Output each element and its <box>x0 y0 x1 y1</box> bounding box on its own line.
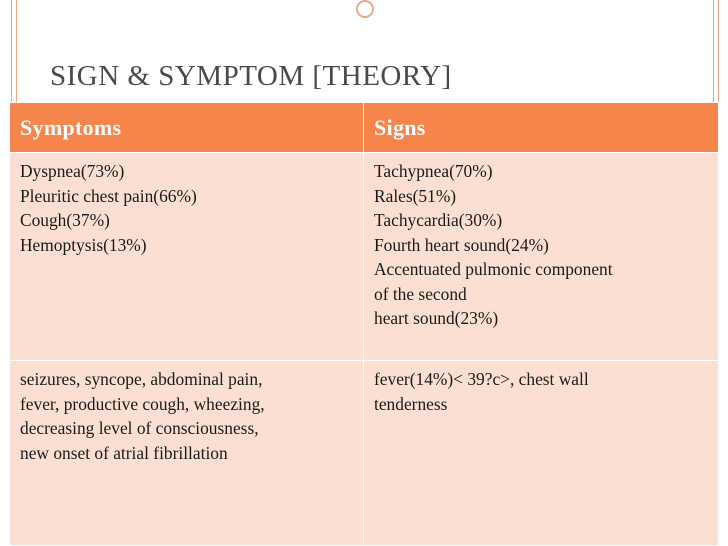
sign-item: tenderness <box>374 393 448 414</box>
sign-item: Accentuated pulmonic component <box>374 259 613 279</box>
table-row <box>10 361 719 546</box>
header-symptoms: Symptoms <box>10 103 364 153</box>
signs-cell <box>364 361 719 546</box>
symptom-item: decreasing level of consciousness, <box>20 418 259 438</box>
slide-title: SIGN & SYMPTOM [THEORY] <box>50 60 452 92</box>
table-row <box>10 153 719 361</box>
sign-item: of the second <box>374 283 467 304</box>
header-signs: Signs <box>364 103 719 153</box>
decorative-circle-icon <box>356 0 374 18</box>
symptom-item: Hemoptysis(13%) <box>20 234 147 255</box>
symptoms-cell <box>10 361 364 546</box>
signs-cell <box>364 153 719 361</box>
table-header-row <box>10 103 719 153</box>
sign-item: Tachypnea(70%) <box>374 161 493 181</box>
sign-item: fever(14%)< 39?c>, chest wall <box>374 369 589 389</box>
sign-item: Rales(51%) <box>374 185 457 206</box>
symptom-item: seizures, syncope, abdominal pain, <box>20 369 263 389</box>
symptom-item: Cough(37%) <box>20 210 110 230</box>
sign-item: Tachycardia(30%) <box>374 210 503 230</box>
symptom-item: fever, productive cough, wheezing, <box>20 393 265 414</box>
symptom-item: Pleuritic chest pain(66%) <box>20 185 197 206</box>
symptoms-cell <box>10 153 364 361</box>
symptom-item: new onset of atrial fibrillation <box>20 442 228 463</box>
sign-symptom-table <box>9 102 719 546</box>
sign-item: Fourth heart sound(24%) <box>374 234 549 255</box>
symptom-item: Dyspnea(73%) <box>20 161 125 181</box>
sign-item: heart sound(23%) <box>374 308 499 328</box>
